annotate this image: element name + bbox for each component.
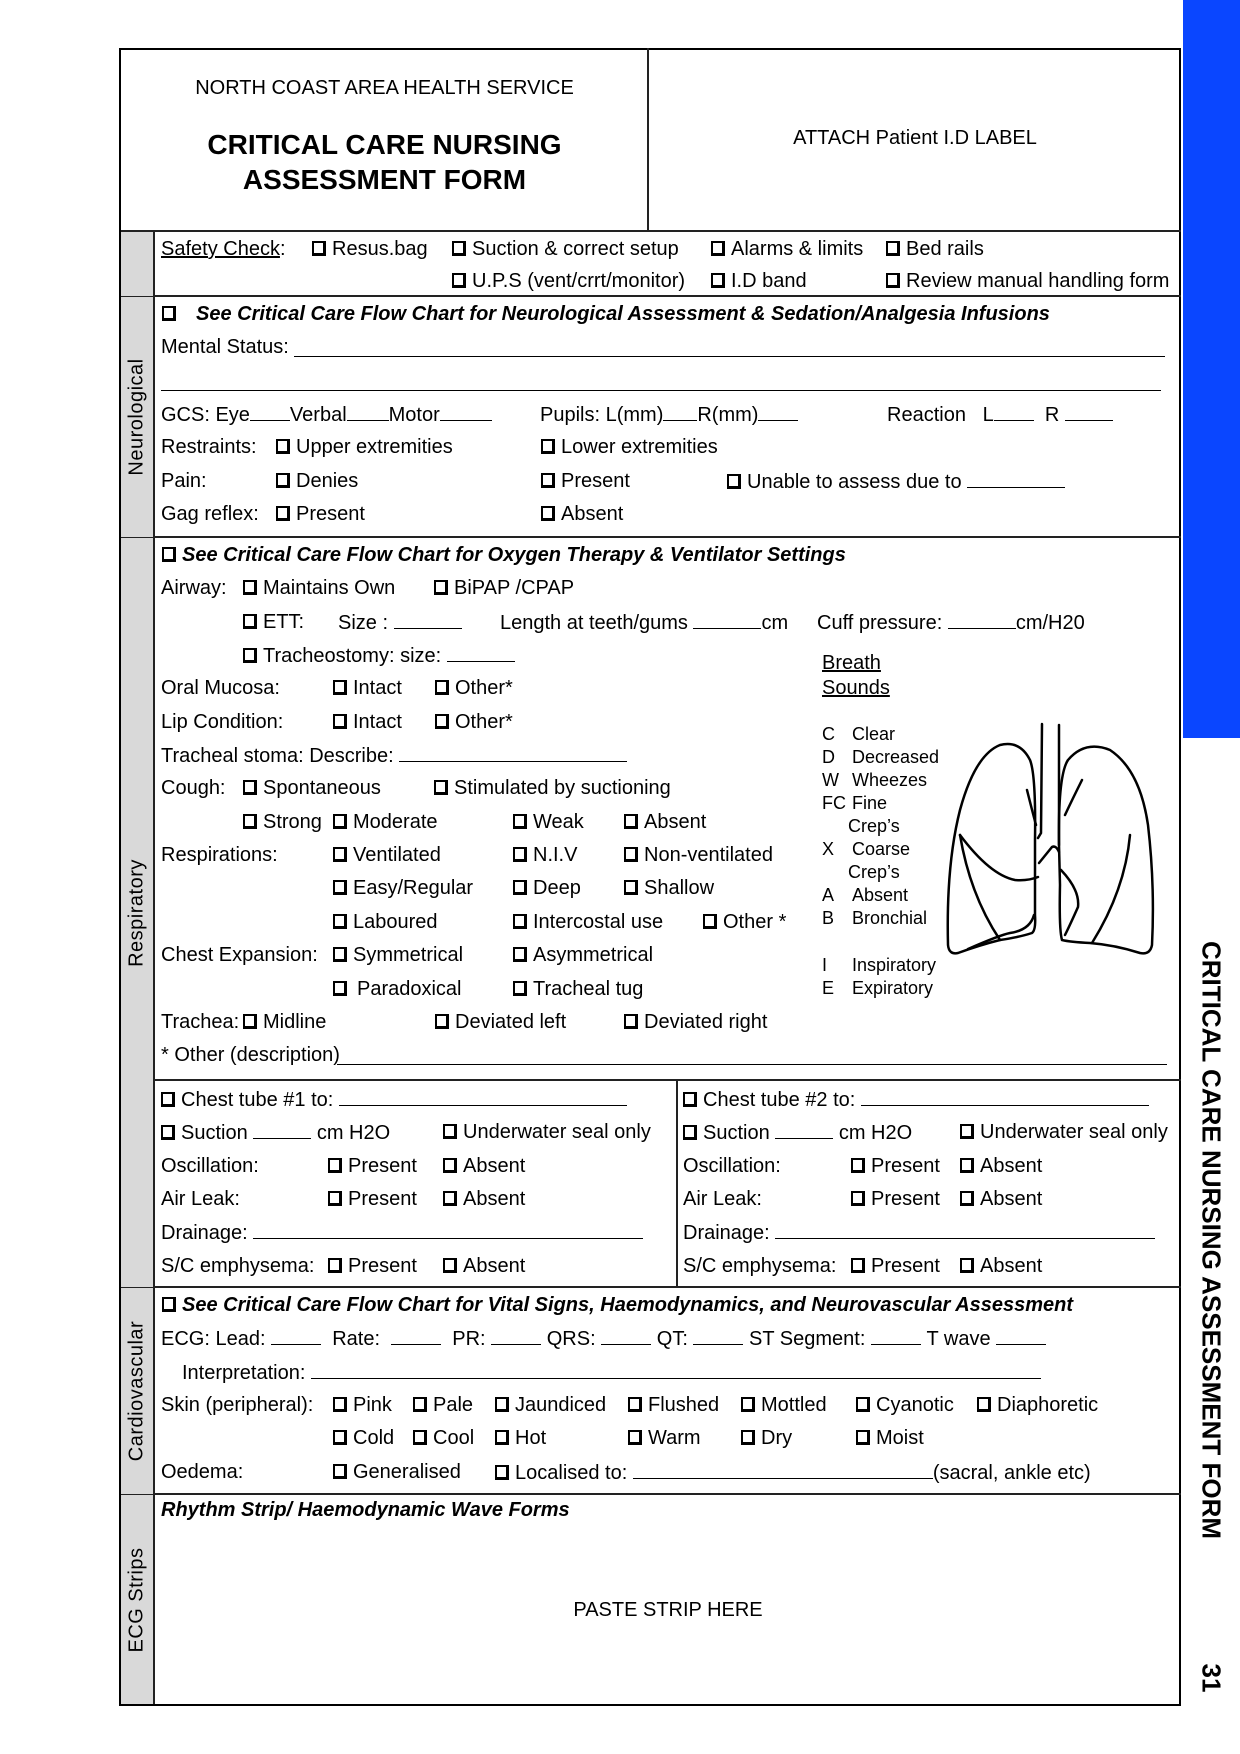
checkbox[interactable] (886, 241, 900, 256)
airway-ett[interactable]: ETT: (243, 610, 304, 634)
checkbox[interactable] (624, 1014, 638, 1029)
resp-shallow[interactable]: Shallow (624, 876, 714, 900)
skin-option[interactable]: Flushed (628, 1393, 719, 1417)
legend-code: A (822, 885, 835, 905)
checkbox[interactable] (703, 914, 717, 929)
skin-option[interactable]: Diaphoretic (977, 1393, 1098, 1417)
chest-tube-divider (676, 1080, 678, 1287)
drainage-1-field[interactable] (253, 1220, 643, 1239)
restraint-upper[interactable]: Upper extremities (276, 435, 453, 459)
checkbox[interactable] (960, 1191, 974, 1206)
legend-code: I (822, 955, 828, 975)
checkbox[interactable] (977, 1397, 991, 1412)
skin-option[interactable]: Pink (333, 1393, 392, 1417)
section-label-neurological: Neurological (125, 358, 148, 476)
section-label-ecg-strips: ECG Strips (125, 1546, 148, 1653)
other-description-label: * Other (description) (161, 1044, 340, 1066)
safety-check-label: Safety Check: (161, 238, 286, 260)
chest-tracheal-tug[interactable]: Tracheal tug (513, 977, 643, 1001)
left-cardiac-notch (1061, 870, 1078, 935)
legend-code: X (822, 839, 835, 859)
checkbox[interactable] (333, 1464, 347, 1479)
oscillation-1-label: Oscillation: (161, 1155, 259, 1177)
gcs-motor-field[interactable] (440, 402, 492, 421)
legend-code: C (822, 724, 835, 744)
legend-text: Inspiratory (852, 955, 937, 975)
checkbox[interactable] (851, 1258, 865, 1273)
side-band-cardio (121, 1288, 155, 1494)
interpretation: Interpretation: (182, 1360, 1041, 1385)
ett-length: Length at teeth/gums cm (500, 612, 789, 634)
divider (121, 1493, 1181, 1495)
sc-emphysema-2-absent[interactable]: Absent (960, 1254, 1042, 1278)
localised-field[interactable] (633, 1460, 933, 1479)
divider (155, 1079, 1181, 1081)
legend-item (822, 860, 900, 884)
breath-sounds-title-2: Sounds (822, 677, 890, 699)
lungs-diagram (940, 715, 1170, 975)
suction-2-field[interactable] (775, 1120, 833, 1139)
checkbox[interactable] (513, 847, 527, 862)
oscillation-2-label: Oscillation: (683, 1155, 781, 1177)
airway-maintains-own[interactable]: Maintains Own (243, 576, 395, 600)
pain-present[interactable]: Present (541, 469, 630, 493)
trachea-midline[interactable]: Midline (243, 1010, 326, 1034)
cough-weak[interactable]: Weak (513, 810, 584, 834)
checkbox[interactable] (541, 473, 555, 488)
drainage-1: Drainage: (161, 1220, 643, 1245)
legend-code: D (822, 747, 835, 767)
org-name: NORTH COAST AREA HEALTH SERVICE (195, 77, 574, 99)
checkbox[interactable] (443, 1191, 457, 1206)
restraint-lower[interactable]: Lower extremities (541, 435, 718, 459)
checkbox[interactable] (495, 1465, 509, 1480)
checkbox[interactable] (886, 273, 900, 288)
ecg-rate-field[interactable] (391, 1326, 441, 1345)
ett-size: Size : (338, 610, 462, 635)
cuff-pressure-field[interactable] (948, 610, 1016, 629)
right-lower-inner (968, 915, 1034, 949)
chest-expansion-label: Chest Expansion: (161, 944, 318, 966)
legend-text: Coarse (852, 839, 911, 859)
checkbox[interactable] (243, 814, 257, 829)
checkbox[interactable] (624, 847, 638, 862)
cough-moderate[interactable]: Moderate (333, 810, 438, 834)
resp-non-ventilated[interactable]: Non-ventilated (624, 843, 773, 867)
sc-emphysema-1-label: S/C emphysema: (161, 1255, 315, 1277)
legend-text: Crep’s (848, 862, 900, 882)
checkbox[interactable] (624, 880, 638, 895)
ecg-pr-field[interactable] (491, 1326, 541, 1345)
checkbox[interactable] (960, 1124, 974, 1139)
side-band-ecg (121, 1495, 155, 1704)
oral-other[interactable]: Other* (435, 676, 513, 700)
skin-option[interactable]: Mottled (741, 1393, 827, 1417)
gcs-verbal-field[interactable] (347, 402, 389, 421)
trachea-deviated-right[interactable]: Deviated right (624, 1010, 767, 1034)
legend-item (822, 883, 908, 907)
pain-unable-field[interactable] (967, 469, 1065, 488)
ecg-lead-field[interactable] (271, 1326, 321, 1345)
checkbox[interactable] (333, 914, 347, 929)
checkbox[interactable] (628, 1430, 642, 1445)
pain-label: Pain: (161, 470, 207, 492)
legend-item (822, 953, 936, 977)
checkbox[interactable] (741, 1430, 755, 1445)
chest-asymmetrical[interactable]: Asymmetrical (513, 943, 653, 967)
chest-tube-1-title[interactable]: Chest tube #1 to: (161, 1087, 627, 1112)
oedema-generalised[interactable]: Generalised (333, 1460, 461, 1484)
legend-text: Bronchial (852, 908, 928, 928)
checkbox[interactable] (243, 780, 257, 795)
pain-denies[interactable]: Denies (276, 469, 358, 493)
checkbox[interactable] (513, 914, 527, 929)
checkbox[interactable] (328, 1158, 342, 1173)
checkbox[interactable] (333, 714, 347, 729)
checkbox[interactable] (856, 1397, 870, 1412)
legend-item (822, 722, 895, 746)
legend-code: FC (822, 793, 846, 813)
airway-tracheostomy[interactable]: Tracheostomy: size: (243, 643, 515, 668)
reaction-right-field[interactable] (1065, 402, 1113, 421)
sc-emphysema-1-present[interactable]: Present (328, 1254, 417, 1278)
checkbox[interactable] (162, 306, 176, 321)
carina (1039, 847, 1059, 863)
checkbox[interactable] (741, 1397, 755, 1412)
legend-item (822, 906, 927, 930)
safety-suction[interactable]: Suction & correct setup (452, 237, 679, 261)
skin-label: Skin (peripheral): (161, 1394, 314, 1416)
cardio-flow-chart[interactable]: See Critical Care Flow Chart for Vital Signs, Haemodynamics, and Neurovascular Assessment (162, 1293, 1073, 1317)
safety-id-band[interactable]: I.D band (711, 269, 807, 293)
checkbox[interactable] (443, 1124, 457, 1139)
page-number: 31 (1196, 1663, 1227, 1693)
air-leak-1-absent[interactable]: Absent (443, 1187, 525, 1211)
airway-label: Airway: (161, 577, 227, 599)
side-band-neuro (121, 297, 155, 537)
cuff-pressure: Cuff pressure: cm/H20 (817, 612, 1085, 634)
resp-ventilated[interactable]: Ventilated (333, 843, 441, 867)
divider (121, 230, 1181, 232)
oscillation-2-present[interactable]: Present (851, 1154, 940, 1178)
checkbox[interactable] (333, 981, 347, 996)
resp-deep[interactable]: Deep (513, 876, 581, 900)
legend-item (822, 745, 939, 769)
drainage-2: Drainage: (683, 1220, 1155, 1245)
drainage-2-field[interactable] (775, 1220, 1155, 1239)
legend-item (822, 837, 910, 861)
checkbox[interactable] (856, 1430, 870, 1445)
legend-item (822, 814, 900, 838)
skin-option[interactable]: Moist (856, 1426, 924, 1450)
right-fissure-horizontal (960, 835, 1038, 880)
checkbox[interactable] (960, 1158, 974, 1173)
safety-alarms[interactable]: Alarms & limits (711, 237, 863, 261)
skin-option[interactable]: Pale (413, 1393, 473, 1417)
left-fissure (1092, 835, 1130, 943)
chest-tube-2-underwater[interactable]: Underwater seal only (960, 1120, 1168, 1144)
checkbox[interactable] (276, 473, 290, 488)
suction-1-field[interactable] (253, 1120, 311, 1139)
skin-option[interactable]: Cold (333, 1426, 394, 1450)
left-lung-outline (1059, 747, 1153, 954)
chest-tube-1-to-field[interactable] (339, 1087, 627, 1106)
checkbox[interactable] (851, 1191, 865, 1206)
neuro-flow-chart[interactable]: See Critical Care Flow Chart for Neurological Assessment & Sedation/Analgesia Infusions (162, 302, 1050, 326)
side-form-title: CRITICAL CARE NURSING ASSESSMENT FORM (1196, 940, 1227, 1540)
air-leak-1-present[interactable]: Present (328, 1187, 417, 1211)
skin-option[interactable]: Hot (495, 1426, 546, 1450)
section-label-cardiovascular: Cardiovascular (125, 1320, 148, 1462)
pupils-row: Pupils: L(mm) R(mm) (540, 402, 798, 427)
gcs-row: GCS: Eye Verbal Motor (161, 402, 492, 427)
oscillation-2-absent[interactable]: Absent (960, 1154, 1042, 1178)
chest-tube-2-to-field[interactable] (861, 1087, 1149, 1106)
checkbox[interactable] (495, 1397, 509, 1412)
skin-option[interactable]: Cyanotic (856, 1393, 954, 1417)
chest-tube-1-suction[interactable]: Suction cm H2O (161, 1120, 390, 1145)
skin-option[interactable]: Cool (413, 1426, 474, 1450)
checkbox[interactable] (333, 1430, 347, 1445)
gag-label: Gag reflex: (161, 503, 259, 525)
pupil-right-field[interactable] (758, 402, 798, 421)
checkbox[interactable] (495, 1430, 509, 1445)
skin-option[interactable]: Jaundiced (495, 1393, 606, 1417)
safety-resus-bag[interactable]: Resus.bag (312, 237, 428, 261)
form-title-line2: ASSESSMENT FORM (242, 164, 527, 195)
trachea-deviated-left[interactable]: Deviated left (435, 1010, 566, 1034)
ecg-st-field[interactable] (871, 1326, 921, 1345)
ecg-qt-field[interactable] (693, 1326, 743, 1345)
resp-intercostal[interactable]: Intercostal use (513, 910, 663, 934)
legend-text: Wheezes (852, 770, 928, 790)
legend-text: Absent (852, 885, 909, 905)
checkbox[interactable] (162, 1297, 176, 1312)
checkbox[interactable] (711, 241, 725, 256)
skin-option[interactable]: Warm (628, 1426, 701, 1450)
checkbox[interactable] (161, 1092, 175, 1107)
mental-status-field-2[interactable] (161, 390, 1161, 391)
reaction-left-field[interactable] (994, 402, 1034, 421)
legend-item (822, 976, 933, 1000)
cough-absent[interactable]: Absent (624, 810, 706, 834)
checkbox[interactable] (161, 1125, 175, 1140)
legend-code: W (822, 770, 839, 790)
checkbox[interactable] (276, 506, 290, 521)
oral-intact[interactable]: Intact (333, 676, 402, 700)
pupil-left-field[interactable] (663, 402, 697, 421)
resp-other[interactable]: Other * (703, 910, 786, 934)
checkbox[interactable] (443, 1258, 457, 1273)
gag-present[interactable]: Present (276, 502, 365, 526)
checkbox[interactable] (513, 880, 527, 895)
legend-item (822, 791, 887, 815)
stoma-field[interactable] (399, 743, 627, 762)
checkbox[interactable] (541, 506, 555, 521)
checkbox[interactable] (328, 1258, 342, 1273)
oscillation-1-present[interactable]: Present (328, 1154, 417, 1178)
pain-unable[interactable]: Unable to assess due to (727, 469, 1065, 494)
resp-laboured[interactable]: Laboured (333, 910, 438, 934)
paste-strip-area[interactable]: PASTE STRIP HERE (573, 1599, 763, 1621)
left-apex-line (1065, 780, 1082, 815)
chest-tube-1-underwater[interactable]: Underwater seal only (443, 1120, 651, 1144)
legend-code: E (822, 978, 835, 998)
tracheal-stoma: Tracheal stoma: Describe: (161, 743, 627, 768)
ecg-measures-row: ECG: Lead: Rate: PR: QRS: QT: ST Segment: T wave (161, 1326, 1046, 1351)
right-fissure-oblique (960, 835, 1000, 940)
reaction-row: Reaction L R (887, 402, 1113, 427)
legend-text: Expiratory (852, 978, 934, 998)
resp-niv[interactable]: N.I.V (513, 843, 577, 867)
checkbox[interactable] (513, 981, 527, 996)
mental-status-label: Mental Status: (161, 336, 289, 358)
lip-intact[interactable]: Intact (333, 710, 402, 734)
cough-spontaneous[interactable]: Spontaneous (243, 776, 381, 800)
resp-easy[interactable]: Easy/Regular (333, 876, 473, 900)
cough-label: Cough: (161, 777, 226, 799)
interpretation-field[interactable] (311, 1360, 1041, 1379)
cough-strong[interactable]: Strong (243, 810, 322, 834)
checkbox[interactable] (513, 947, 527, 962)
legend-text: Fine (852, 793, 888, 813)
checkbox[interactable] (452, 273, 466, 288)
checkbox[interactable] (333, 847, 347, 862)
right-lung-outline (948, 744, 1035, 953)
divider (121, 295, 1181, 297)
resp-flow-chart[interactable]: See Critical Care Flow Chart for Oxygen Therapy & Ventilator Settings (162, 543, 846, 567)
checkbox[interactable] (435, 680, 449, 695)
rhythm-strip-title: Rhythm Strip/ Haemodynamic Wave Forms (161, 1499, 570, 1521)
chest-paradoxical[interactable]: Paradoxical (333, 977, 462, 1001)
checkbox[interactable] (243, 580, 257, 595)
legend-text: Crep’s (848, 816, 900, 836)
breath-sounds-title-1: Breath (822, 652, 881, 674)
checkbox[interactable] (243, 648, 257, 663)
chest-symmetrical[interactable]: Symmetrical (333, 943, 463, 967)
checkbox[interactable] (413, 1397, 427, 1412)
checkbox[interactable] (727, 474, 741, 489)
lip-other[interactable]: Other* (435, 710, 513, 734)
checkbox[interactable] (452, 241, 466, 256)
sc-emphysema-2-label: S/C emphysema: (683, 1255, 837, 1277)
checkbox[interactable] (683, 1092, 697, 1107)
side-band-safety (121, 232, 155, 296)
section-label-respiratory: Respiratory (125, 858, 148, 967)
checkbox[interactable] (443, 1158, 457, 1173)
oscillation-1-absent[interactable]: Absent (443, 1154, 525, 1178)
checkbox[interactable] (413, 1430, 427, 1445)
checkbox[interactable] (333, 814, 347, 829)
checkbox[interactable] (333, 880, 347, 895)
divider (121, 536, 1181, 538)
air-leak-2-absent[interactable]: Absent (960, 1187, 1042, 1211)
checkbox[interactable] (960, 1258, 974, 1273)
patient-label-box[interactable]: ATTACH Patient I.D LABEL (793, 127, 1037, 149)
legend-text: Clear (852, 724, 896, 744)
safety-manual-handling[interactable]: Review manual handling form (886, 269, 1169, 293)
checkbox[interactable] (333, 680, 347, 695)
checkbox[interactable] (435, 1014, 449, 1029)
checkbox[interactable] (628, 1397, 642, 1412)
side-band-resp (121, 538, 155, 1287)
air-leak-2-label: Air Leak: (683, 1188, 762, 1210)
checkbox[interactable] (711, 273, 725, 288)
checkbox[interactable] (434, 580, 448, 595)
checkbox[interactable] (243, 614, 257, 629)
oedema-localised[interactable]: Localised to: (sacral, ankle etc) (495, 1460, 1091, 1485)
checkbox[interactable] (434, 780, 448, 795)
checkbox[interactable] (513, 814, 527, 829)
sc-emphysema-1-absent[interactable]: Absent (443, 1254, 525, 1278)
gcs-eye-field[interactable] (250, 402, 290, 421)
checkbox[interactable] (243, 1014, 257, 1029)
trachea-label: Trachea: (161, 1011, 240, 1033)
checkbox[interactable] (624, 814, 638, 829)
oedema-label: Oedema: (161, 1461, 244, 1483)
ecg-twave-field[interactable] (996, 1326, 1046, 1345)
form-title-line1: CRITICAL CARE NURSING (207, 129, 562, 160)
checkbox[interactable] (328, 1191, 342, 1206)
checkbox[interactable] (683, 1125, 697, 1140)
checkbox[interactable] (333, 1397, 347, 1412)
checkbox[interactable] (333, 947, 347, 962)
checkbox[interactable] (541, 439, 555, 454)
ecg-qrs-field[interactable] (601, 1326, 651, 1345)
checkbox[interactable] (162, 547, 176, 562)
chest-tube-2-title[interactable]: Chest tube #2 to: (683, 1087, 1149, 1112)
blue-page-tab (1183, 0, 1240, 738)
trach-size-field[interactable] (447, 643, 515, 662)
air-leak-2-present[interactable]: Present (851, 1187, 940, 1211)
legend-text: Decreased (852, 747, 940, 767)
skin-option[interactable]: Dry (741, 1426, 792, 1450)
chest-tube-2-suction[interactable]: Suction cm H2O (683, 1120, 912, 1145)
safety-ups[interactable]: U.P.S (vent/crrt/monitor) (452, 269, 685, 293)
sc-emphysema-2-present[interactable]: Present (851, 1254, 940, 1278)
cough-stimulated[interactable]: Stimulated by suctioning (434, 776, 671, 800)
airway-bipap[interactable]: BiPAP /CPAP (434, 576, 574, 600)
gag-absent[interactable]: Absent (541, 502, 623, 526)
checkbox[interactable] (276, 439, 290, 454)
respirations-label: Respirations: (161, 844, 278, 866)
checkbox[interactable] (312, 241, 326, 256)
checkbox[interactable] (851, 1158, 865, 1173)
lip-condition-label: Lip Condition: (161, 711, 284, 733)
ett-size-field[interactable] (394, 610, 462, 629)
legend-code: B (822, 908, 835, 928)
other-description-field[interactable] (337, 1064, 1167, 1065)
divider (121, 1286, 1181, 1288)
restraints-label: Restraints: (161, 436, 257, 458)
oral-mucosa-label: Oral Mucosa: (161, 677, 280, 699)
mental-status-field[interactable] (294, 356, 1165, 357)
legend-item (822, 768, 927, 792)
air-leak-1-label: Air Leak: (161, 1188, 240, 1210)
safety-bed-rails[interactable]: Bed rails (886, 237, 984, 261)
trachea-left-wall (1038, 724, 1042, 838)
ett-length-field[interactable] (693, 610, 761, 629)
checkbox[interactable] (435, 714, 449, 729)
